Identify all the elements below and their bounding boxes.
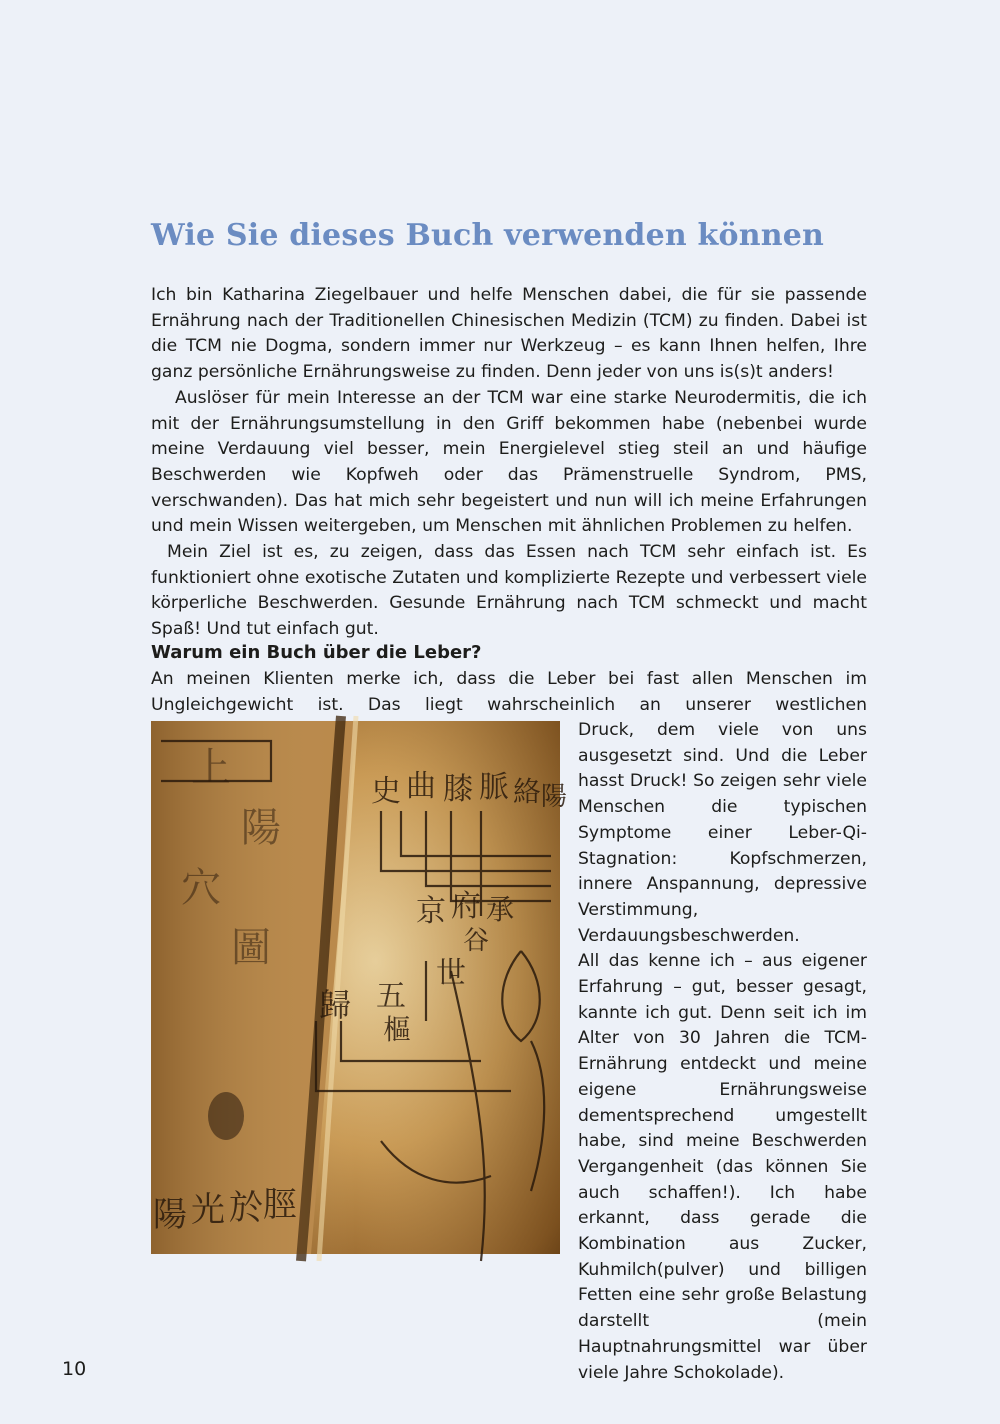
glyph-low-4: 樞 bbox=[383, 1013, 412, 1046]
glyph-mid-1: 京 bbox=[416, 894, 446, 929]
chinese-medicine-book-image bbox=[151, 721, 568, 1254]
glyph-low-3: 世 bbox=[436, 956, 466, 991]
glyph-left-3: 穴 bbox=[181, 865, 221, 911]
book-illustration bbox=[151, 721, 568, 1254]
glyph-mid-4: 谷 bbox=[463, 926, 490, 956]
intro-section bbox=[151, 283, 867, 643]
ink-stain bbox=[208, 1092, 244, 1140]
glyph-top-2: 曲 bbox=[406, 769, 436, 804]
page-title: Wie Sie dieses Buch verwenden können bbox=[151, 218, 825, 253]
side-text-column bbox=[578, 718, 867, 1386]
glyph-low-2: 五 bbox=[376, 979, 406, 1014]
glyph-top-6: 陽 bbox=[541, 782, 568, 812]
glyph-bottom-1: 陽 bbox=[153, 1195, 187, 1235]
glyph-bottom-3: 於 bbox=[229, 1188, 263, 1228]
glyph-top-1: 史 bbox=[371, 774, 401, 809]
glyph-top-3: 膝 bbox=[443, 772, 473, 807]
glyph-mid-2: 府 bbox=[451, 889, 481, 924]
glyph-bottom-4: 脛 bbox=[263, 1185, 297, 1225]
glyph-low-1: 歸 bbox=[319, 986, 352, 1024]
glyph-bottom-2: 光 bbox=[191, 1190, 225, 1230]
section-heading: Warum ein Buch über die Leber? bbox=[151, 642, 482, 663]
glyph-top-4: 脈 bbox=[479, 770, 509, 805]
glyph-left-4: 圖 bbox=[231, 925, 271, 971]
glyph-left-2: 陽 bbox=[241, 805, 281, 851]
intro-paragraph-3: Mein Ziel ist es, zu zeigen, dass das Essen nach TCM sehr einfach ist. Es funktioniert ohne exotische Zutaten und komplizierte Rezepte und verbessert viele körperliche Beschwerden. Gesunde Ernährung nach TCM schmeckt und macht Spaß! Und tut einfach gut. bbox=[151, 542, 867, 640]
glyph-mid-3: 承 bbox=[486, 893, 515, 926]
page-number: 10 bbox=[62, 1358, 87, 1380]
glyph-top-5: 絡 bbox=[513, 775, 542, 808]
section-lead-paragraph: An meinen Klienten merke ich, dass die Leber bei fast allen Menschen im Ungleichgewicht ist. Das liegt wahrscheinlich an unserer westlichen bbox=[151, 669, 867, 715]
intro-paragraph-2: Auslöser für mein Interesse an der TCM war eine starke Neurodermitis, die ich mit der Ernährungsumstellung in den Griff bekommen habe (nebenbei wurde meine Verdauung viel besser, mein Energielevel stieg steil an und häufige Beschwerden wie Kopfweh oder das Prämenstruelle Syndrom, PMS, verschwanden). Das hat mich sehr begeistert und nun will ich meine Erfahrungen und mein Wissen weitergeben, um Menschen mit ähnlichen Problemen zu helfen. bbox=[151, 387, 867, 537]
side-paragraph-2: All das kenne ich – aus eigener Erfahrung – gut, besser gesagt, kannte ich gut. Denn seit ich im Alter von 30 Jahren die TCM-Ernährung entdeckt und meine eigene Ernährungsweise dementsprechend umgestellt habe, sind meine Beschwerden Vergangenheit (das können Sie auch schaffen!). Ich habe erkannt, dass gerade die Kombination aus Zucker, Kuhmilch(pulver) und billigen Fetten eine sehr große Belastung darstellt (mein Hauptnahrungsmittel war über viele Jahre Schokolade). bbox=[578, 951, 867, 1383]
side-paragraph-1: Druck, dem viele von uns ausgesetzt sind. Und die Leber hasst Druck! So zeigen sehr viele Menschen die typischen Symptome einer Leber-Qi-Stagnation: Kopfschmerzen, innere Anspannung, depressive Verstimmung, Verdauungsbeschwerden. bbox=[578, 720, 867, 946]
intro-paragraph-1: Ich bin Katharina Ziegelbauer und helfe Menschen dabei, die für sie passende Ernährung nach der Traditionellen Chinesischen Medizin (TCM) zu finden. Dabei ist die TCM nie Dogma, sondern immer nur Werkzeug – es kann Ihnen helfen, Ihre ganz persönliche Ernährungsweise zu finden. Denn jeder von uns is(s)t anders! bbox=[151, 285, 867, 383]
glyph-left-1: 上 bbox=[191, 745, 231, 791]
